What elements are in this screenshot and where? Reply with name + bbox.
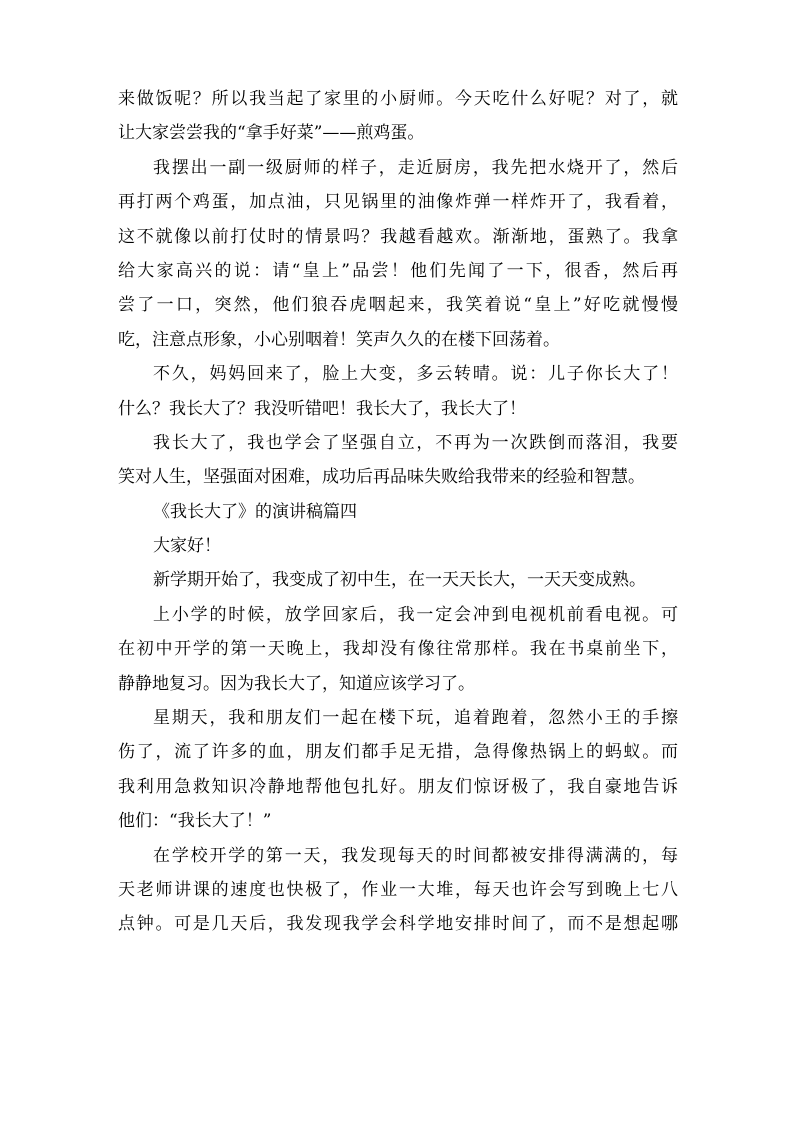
text-line: 给大家高兴的说：请“皇上”品尝！他们先闻了一下，很香，然后再 bbox=[118, 260, 678, 281]
text-line: 来做饭呢？所以我当起了家里的小厨师。今天吃什么好呢？对了，就 bbox=[118, 89, 678, 109]
text-line: 新学期开始了，我变成了初中生，在一天天长大，一天天变成熟。 bbox=[153, 570, 646, 591]
text-line: 笑对人生，坚强面对困难，成功后再品味失败给我带来的经验和智慧。 bbox=[118, 467, 645, 488]
text-line: 这不就像以前打仗时的情景吗？我越看越欢。渐渐地，蛋熟了。我拿 bbox=[118, 226, 678, 247]
text-line: 他们：“我长大了！” bbox=[118, 811, 272, 832]
text-line: 上小学的时候，放学回家后，我一定会冲到电视机前看电视。可 bbox=[153, 604, 678, 625]
text-line: 我摆出一副一级厨师的样子，走近厨房，我先把水烧开了，然后 bbox=[153, 157, 678, 178]
text-line: 在学校开学的第一天，我发现每天的时间都被安排得满满的，每 bbox=[153, 845, 678, 866]
text-line: 静静地复习。因为我长大了，知道应该学习了。 bbox=[118, 673, 475, 694]
text-line: 大家好！ bbox=[153, 536, 221, 557]
text-line: 吃，注意点形象，小心别咽着！笑声久久的在楼下回荡着。 bbox=[118, 329, 560, 350]
text-line: 让大家尝尝我的“拿手好菜”——煎鸡蛋。 bbox=[118, 123, 425, 144]
text-line: 《我长大了》的演讲稿篇四 bbox=[153, 501, 357, 522]
text-line: 在初中开学的第一天晚上，我却没有像往常那样。我在书桌前坐下， bbox=[118, 639, 678, 660]
text-line: 再打两个鸡蛋，加点油，只见锅里的油像炸弹一样炸开了，我看着， bbox=[118, 192, 678, 213]
text-line: 点钟。可是几天后，我发现我学会科学地安排时间了，而不是想起哪 bbox=[118, 914, 678, 935]
document-page bbox=[118, 82, 678, 942]
text-line: 伤了，流了许多的血，朋友们都手足无措，急得像热锅上的蚂蚁。而 bbox=[118, 742, 678, 763]
text-line: 星期天，我和朋友们一起在楼下玩，追着跑着，忽然小王的手擦 bbox=[153, 708, 678, 729]
text-line: 不久，妈妈回来了，脸上大变，多云转晴。说：儿子你长大了！ bbox=[153, 364, 678, 385]
text-line: 天老师讲课的速度也快极了，作业一大堆，每天也许会写到晚上七八 bbox=[118, 879, 678, 900]
text-line: 我长大了，我也学会了坚强自立，不再为一次跌倒而落泪，我要 bbox=[153, 432, 678, 453]
text-line: 什么？我长大了？我没听错吧！我长大了，我长大了！ bbox=[118, 398, 526, 419]
text-line: 我利用急救知识冷静地帮他包扎好。朋友们惊讶极了，我自豪地告诉 bbox=[118, 776, 678, 797]
text-line: 尝了一口，突然，他们狼吞虎咽起来，我笑着说“皇上”好吃就慢慢 bbox=[118, 295, 678, 316]
